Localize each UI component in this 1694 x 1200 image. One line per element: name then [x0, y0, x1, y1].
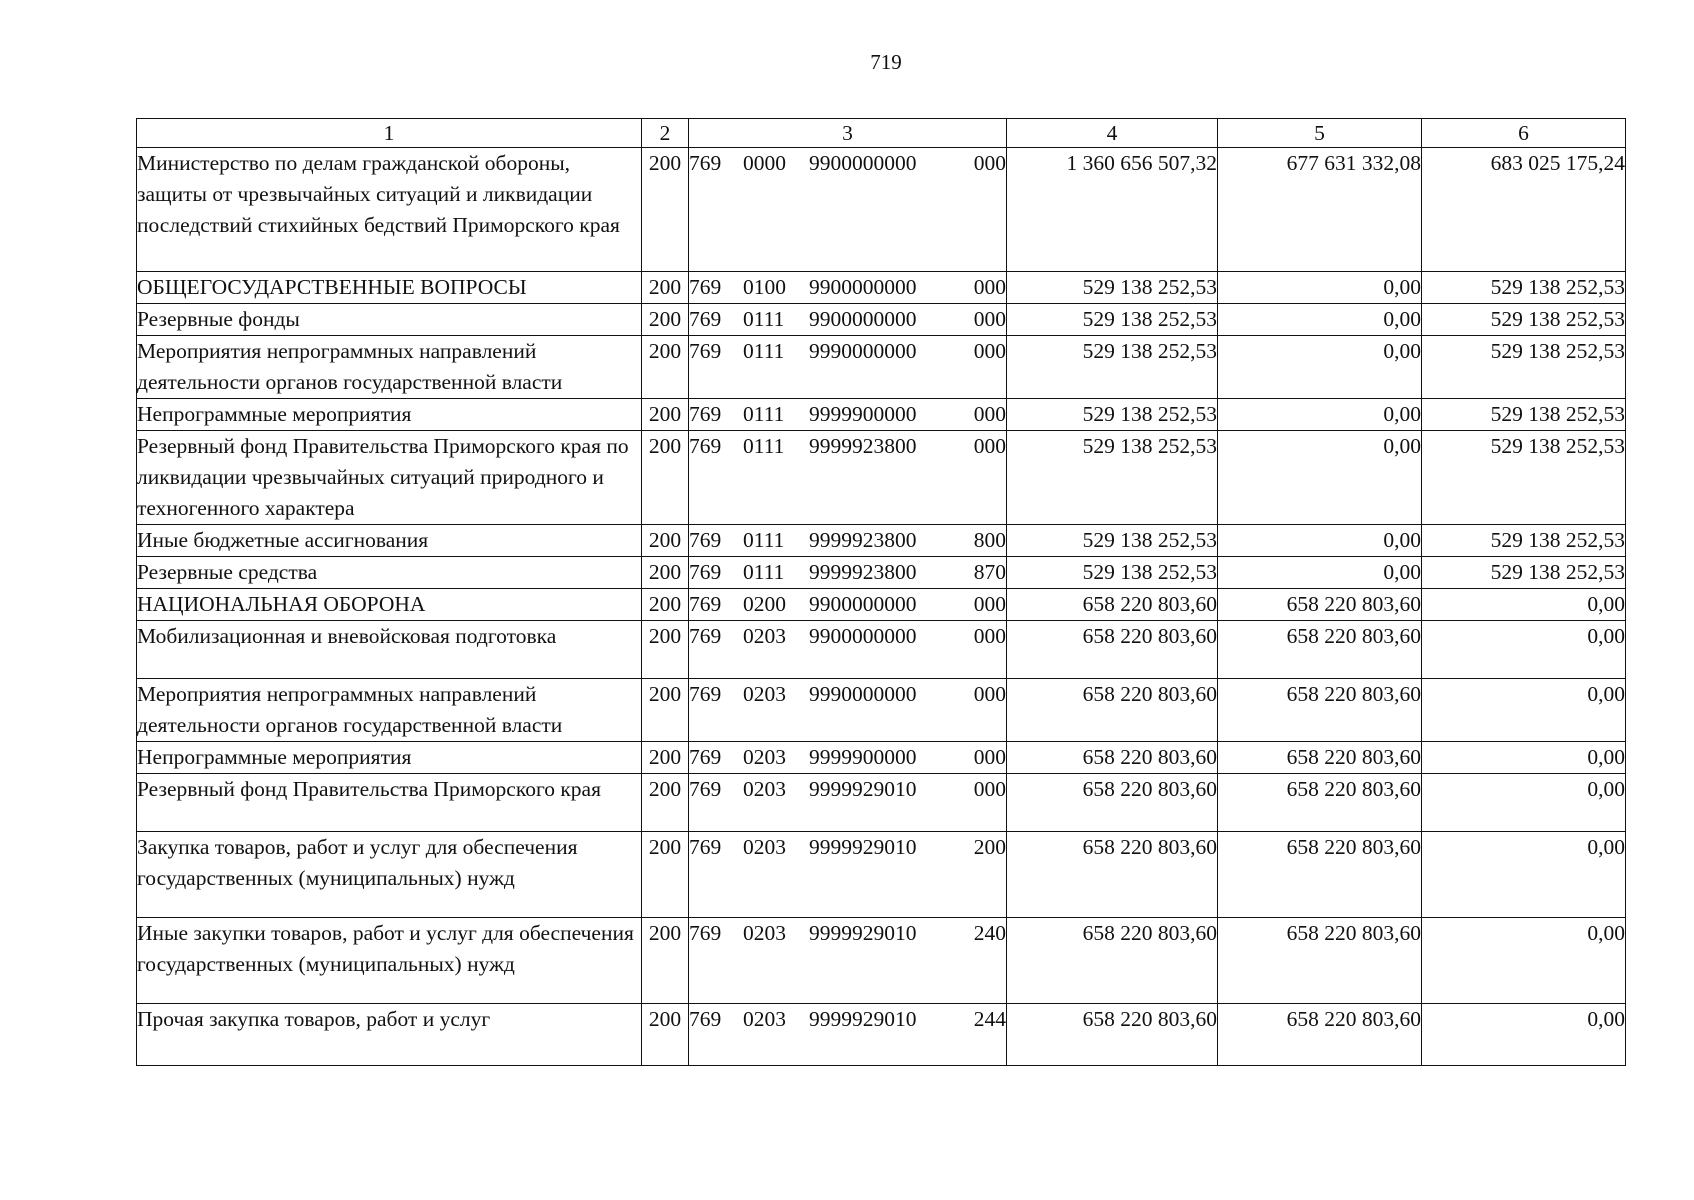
amount-col-6: 0,00	[1422, 832, 1626, 918]
code-ved: 769	[689, 528, 722, 552]
code-gr: 200	[642, 148, 689, 272]
code-rz: 0111	[743, 434, 785, 458]
code-vr: 240	[973, 921, 1006, 945]
code-cell	[689, 525, 1007, 557]
code-csr: 9999923800	[809, 434, 917, 458]
code-ved: 769	[689, 434, 722, 458]
code-cell	[689, 148, 1007, 272]
amount-col-5: 0,00	[1218, 336, 1422, 399]
table-row	[137, 832, 1626, 918]
code-csr: 9999923800	[809, 528, 917, 552]
amount-col-5: 658 220 803,60	[1218, 832, 1422, 918]
code-rz: 0203	[743, 1007, 786, 1031]
amount-col-5: 0,00	[1218, 272, 1422, 304]
amount-col-6: 0,00	[1422, 918, 1626, 1004]
code-gr: 200	[642, 918, 689, 1004]
row-name: Мероприятия непрограммных направлений деятельности органов государственной власти	[137, 679, 642, 742]
amount-col-5: 0,00	[1218, 525, 1422, 557]
code-csr: 9990000000	[809, 682, 917, 706]
code-gr: 200	[642, 679, 689, 742]
code-cell	[689, 336, 1007, 399]
amount-col-4: 529 138 252,53	[1007, 336, 1218, 399]
code-vr: 000	[973, 151, 1006, 175]
amount-col-5: 658 220 803,60	[1218, 1004, 1422, 1066]
amount-col-6: 0,00	[1422, 742, 1626, 774]
row-name: Резервные средства	[137, 557, 642, 589]
row-name: Резервный фонд Правительства Приморского края	[137, 774, 642, 832]
code-csr: 9999900000	[809, 745, 917, 769]
code-csr: 9900000000	[809, 275, 917, 299]
code-vr: 000	[973, 745, 1006, 769]
amount-col-5: 0,00	[1218, 399, 1422, 431]
code-cell	[689, 918, 1007, 1004]
code-ved: 769	[689, 275, 722, 299]
code-rz: 0203	[743, 835, 786, 859]
code-cell	[689, 621, 1007, 679]
row-name: Резервные фонды	[137, 304, 642, 336]
amount-col-6: 529 138 252,53	[1422, 399, 1626, 431]
amount-col-6: 683 025 175,24	[1422, 148, 1626, 272]
amount-col-6: 529 138 252,53	[1422, 272, 1626, 304]
code-ved: 769	[689, 151, 722, 175]
table-row	[137, 1004, 1626, 1066]
amount-col-4: 529 138 252,53	[1007, 557, 1218, 589]
code-csr: 9900000000	[809, 307, 917, 331]
amount-col-4: 658 220 803,60	[1007, 679, 1218, 742]
code-rz: 0203	[743, 921, 786, 945]
amount-col-6: 529 138 252,53	[1422, 525, 1626, 557]
code-csr: 9999900000	[809, 402, 917, 426]
row-name: Министерство по делам гражданской обороны, защиты от чрезвычайных ситуаций и ликвидации последствий стихийных бедствий Приморского края	[137, 148, 642, 272]
amount-col-4: 658 220 803,60	[1007, 1004, 1218, 1066]
budget-table	[136, 118, 1626, 1066]
code-ved: 769	[689, 835, 722, 859]
code-rz: 0000	[743, 151, 786, 175]
code-csr: 9999929010	[809, 921, 917, 945]
amount-col-5: 0,00	[1218, 431, 1422, 525]
table-row	[137, 918, 1626, 1004]
code-cell	[689, 272, 1007, 304]
amount-col-6: 529 138 252,53	[1422, 557, 1626, 589]
code-vr: 000	[973, 307, 1006, 331]
code-rz: 0100	[743, 275, 786, 299]
code-vr: 000	[973, 339, 1006, 363]
code-csr: 9999929010	[809, 835, 917, 859]
table-row	[137, 621, 1626, 679]
code-csr: 9999929010	[809, 1007, 917, 1031]
amount-col-6: 529 138 252,53	[1422, 304, 1626, 336]
code-vr: 000	[973, 402, 1006, 426]
code-vr: 000	[973, 777, 1006, 801]
code-vr: 200	[973, 835, 1006, 859]
code-vr: 000	[973, 682, 1006, 706]
code-vr: 000	[973, 624, 1006, 648]
amount-col-4: 658 220 803,60	[1007, 621, 1218, 679]
amount-col-6: 0,00	[1422, 621, 1626, 679]
code-ved: 769	[689, 560, 722, 584]
column-header: 2	[642, 119, 689, 148]
code-csr: 9900000000	[809, 592, 917, 616]
row-name: НАЦИОНАЛЬНАЯ ОБОРОНА	[137, 589, 642, 621]
code-gr: 200	[642, 832, 689, 918]
code-ved: 769	[689, 592, 722, 616]
code-vr: 000	[973, 434, 1006, 458]
amount-col-6: 0,00	[1422, 679, 1626, 742]
code-cell	[689, 832, 1007, 918]
page-number: 719	[870, 50, 902, 74]
amount-col-6: 0,00	[1422, 589, 1626, 621]
amount-col-6: 529 138 252,53	[1422, 336, 1626, 399]
code-cell	[689, 742, 1007, 774]
row-name: Мероприятия непрограммных направлений деятельности органов государственной власти	[137, 336, 642, 399]
table-row	[137, 304, 1626, 336]
amount-col-4: 529 138 252,53	[1007, 525, 1218, 557]
code-rz: 0111	[743, 307, 785, 331]
amount-col-4: 529 138 252,53	[1007, 272, 1218, 304]
code-gr: 200	[642, 589, 689, 621]
code-vr: 000	[973, 592, 1006, 616]
table-row	[137, 336, 1626, 399]
amount-col-4: 658 220 803,60	[1007, 742, 1218, 774]
code-gr: 200	[642, 304, 689, 336]
amount-col-4: 658 220 803,60	[1007, 774, 1218, 832]
code-vr: 800	[973, 528, 1006, 552]
code-rz: 0111	[743, 339, 785, 363]
table-row	[137, 399, 1626, 431]
amount-col-5: 0,00	[1218, 304, 1422, 336]
row-name: Мобилизационная и вневойсковая подготовка	[137, 621, 642, 679]
column-header: 4	[1007, 119, 1218, 148]
amount-col-4: 658 220 803,60	[1007, 918, 1218, 1004]
row-name: Резервный фонд Правительства Приморского края по ликвидации чрезвычайных ситуаций природного и техногенного характера	[137, 431, 642, 525]
code-cell	[689, 304, 1007, 336]
code-ved: 769	[689, 339, 722, 363]
amount-col-5: 658 220 803,60	[1218, 918, 1422, 1004]
code-ved: 769	[689, 402, 722, 426]
amount-col-5: 677 631 332,08	[1218, 148, 1422, 272]
code-vr: 870	[973, 560, 1006, 584]
table-row	[137, 557, 1626, 589]
amount-col-6: 0,00	[1422, 1004, 1626, 1066]
amount-col-5: 0,00	[1218, 557, 1422, 589]
code-gr: 200	[642, 774, 689, 832]
table-row	[137, 272, 1626, 304]
code-rz: 0203	[743, 745, 786, 769]
code-cell	[689, 679, 1007, 742]
code-rz: 0111	[743, 402, 785, 426]
code-cell	[689, 399, 1007, 431]
code-gr: 200	[642, 336, 689, 399]
code-vr: 244	[973, 1007, 1006, 1031]
column-header: 6	[1422, 119, 1626, 148]
code-rz: 0111	[743, 528, 785, 552]
code-gr: 200	[642, 399, 689, 431]
code-cell	[689, 774, 1007, 832]
amount-col-5: 658 220 803,60	[1218, 679, 1422, 742]
code-cell	[689, 1004, 1007, 1066]
code-gr: 200	[642, 1004, 689, 1066]
code-gr: 200	[642, 272, 689, 304]
code-gr: 200	[642, 742, 689, 774]
column-header: 3	[689, 119, 1007, 148]
code-csr: 9999923800	[809, 560, 917, 584]
amount-col-4: 529 138 252,53	[1007, 399, 1218, 431]
code-gr: 200	[642, 431, 689, 525]
code-rz: 0111	[743, 560, 785, 584]
table-row	[137, 742, 1626, 774]
code-vr: 000	[973, 275, 1006, 299]
amount-col-4: 658 220 803,60	[1007, 589, 1218, 621]
code-ved: 769	[689, 921, 722, 945]
code-ved: 769	[689, 682, 722, 706]
table-row	[137, 431, 1626, 525]
code-csr: 9900000000	[809, 151, 917, 175]
table-row	[137, 774, 1626, 832]
amount-col-5: 658 220 803,60	[1218, 774, 1422, 832]
amount-col-4: 529 138 252,53	[1007, 431, 1218, 525]
code-gr: 200	[642, 621, 689, 679]
code-gr: 200	[642, 557, 689, 589]
amount-col-5: 658 220 803,60	[1218, 589, 1422, 621]
code-rz: 0203	[743, 777, 786, 801]
amount-col-4: 1 360 656 507,32	[1007, 148, 1218, 272]
code-csr: 9900000000	[809, 624, 917, 648]
code-cell	[689, 557, 1007, 589]
header-row	[137, 119, 1626, 148]
amount-col-4: 658 220 803,60	[1007, 832, 1218, 918]
code-csr: 9990000000	[809, 339, 917, 363]
row-name: Прочая закупка товаров, работ и услуг	[137, 1004, 642, 1066]
amount-col-6: 529 138 252,53	[1422, 431, 1626, 525]
amount-col-4: 529 138 252,53	[1007, 304, 1218, 336]
row-name: Непрограммные мероприятия	[137, 742, 642, 774]
column-header: 5	[1218, 119, 1422, 148]
code-cell	[689, 589, 1007, 621]
code-gr: 200	[642, 525, 689, 557]
code-rz: 0203	[743, 624, 786, 648]
row-name: ОБЩЕГОСУДАРСТВЕННЫЕ ВОПРОСЫ	[137, 272, 642, 304]
row-name: Закупка товаров, работ и услуг для обеспечения государственных (муниципальных) нужд	[137, 832, 642, 918]
amount-col-5: 658 220 803,60	[1218, 742, 1422, 774]
code-cell	[689, 431, 1007, 525]
code-ved: 769	[689, 624, 722, 648]
code-ved: 769	[689, 1007, 722, 1031]
row-name: Иные бюджетные ассигнования	[137, 525, 642, 557]
code-ved: 769	[689, 307, 722, 331]
table-row	[137, 148, 1626, 272]
amount-col-6: 0,00	[1422, 774, 1626, 832]
row-name: Иные закупки товаров, работ и услуг для обеспечения государственных (муниципальных) нужд	[137, 918, 642, 1004]
column-header: 1	[137, 119, 642, 148]
table-row	[137, 589, 1626, 621]
code-rz: 0203	[743, 682, 786, 706]
table-row	[137, 679, 1626, 742]
code-rz: 0200	[743, 592, 786, 616]
code-ved: 769	[689, 777, 722, 801]
amount-col-5: 658 220 803,60	[1218, 621, 1422, 679]
row-name: Непрограммные мероприятия	[137, 399, 642, 431]
code-ved: 769	[689, 745, 722, 769]
code-csr: 9999929010	[809, 777, 917, 801]
table-row	[137, 525, 1626, 557]
